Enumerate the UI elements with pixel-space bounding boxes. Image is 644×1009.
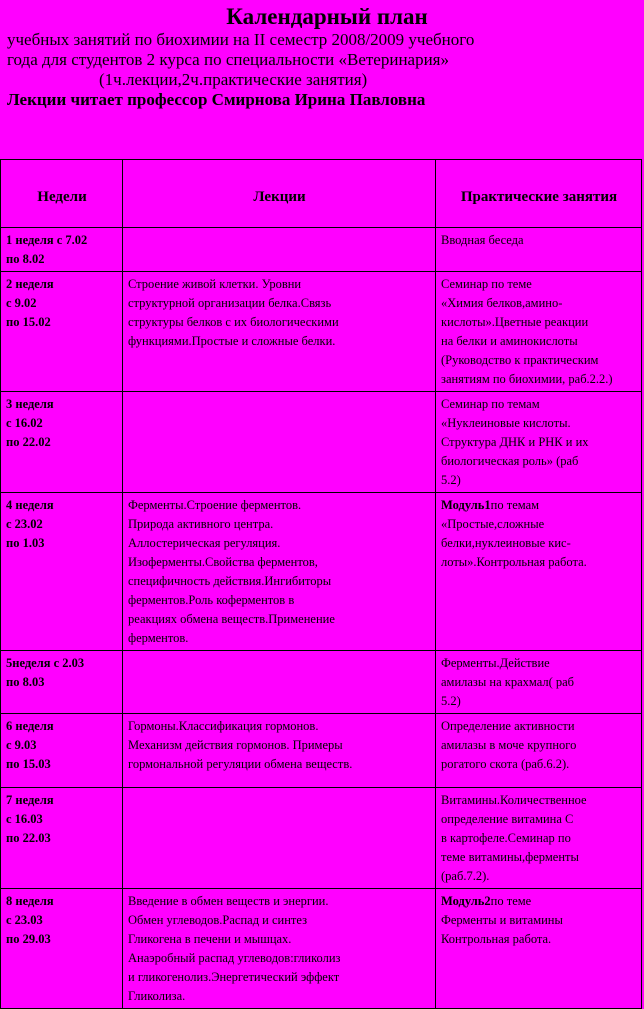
lecture-cell: Строение живой клетки. Уровни структурной организации белка.Связь структуры белков с их биологическими функциями.Простые и сложные белки. (123, 272, 436, 392)
practical-cell (436, 392, 642, 493)
header-weeks: Недели (1, 160, 123, 228)
table-row (1, 272, 642, 392)
week-cell: 7 неделя с 16.03 по 22.03 (1, 788, 123, 889)
practical-cell (436, 651, 642, 714)
schedule-table (0, 159, 642, 1009)
table-header-row (1, 160, 642, 228)
practical-text: по темам «Простые,сложные белки,нуклеиновые кис- лоты».Контрольная работа. (441, 498, 587, 569)
table-row (1, 889, 642, 1009)
subtitle-line-2: года для студентов 2 курса по специальности «Ветеринария» (7, 50, 449, 69)
document-title: Календарный план (226, 4, 428, 29)
practical-cell (436, 889, 642, 1009)
practical-text: Семинар по темам «Нуклеиновые кислоты. Структура ДНК и РНК и их биологическая роль» (раб 5.2) (441, 397, 589, 487)
week-cell: 8 неделя с 23.03 по 29.03 (1, 889, 123, 1009)
table-row (1, 788, 642, 889)
lecture-cell (123, 228, 436, 272)
table-row (1, 228, 642, 272)
table-row (1, 714, 642, 788)
subtitle-line-1: учебных занятий по биохимии на II семестр 2008/2009 учебного (7, 30, 475, 49)
table-row (1, 493, 642, 651)
table-row (1, 651, 642, 714)
week-cell: 4 неделя с 23.02 по 1.03 (1, 493, 123, 651)
week-cell: 5неделя с 2.03 по 8.03 (1, 651, 123, 714)
lecture-cell (123, 392, 436, 493)
practical-cell (436, 788, 642, 889)
practical-cell (436, 714, 642, 788)
module-label: Модуль1 (441, 498, 491, 512)
module-label: Модуль2 (441, 894, 491, 908)
practical-cell (436, 493, 642, 651)
practical-text: Вводная беседа (441, 233, 524, 247)
week-cell: 3 неделя с 16.02 по 22.02 (1, 392, 123, 493)
practical-text: Семинар по теме «Химия белков,амино- кислоты».Цветные реакции на белки и аминокислоты (Руководство к практическим занятиям по биохимии, раб.2.2.) (441, 277, 613, 386)
lecture-cell: Введение в обмен веществ и энергии. Обмен углеводов.Распад и синтез Гликогена в печени и мышцах. Анаэробный распад углеводов:гликолиз и гликогенолиз.Энергетический эффект Гликолиза. (123, 889, 436, 1009)
subtitle-line-3: (1ч.лекции,2ч.практические занятия) (99, 70, 368, 89)
lecture-cell: Гормоны.Классификация гормонов. Механизм действия гормонов. Примеры гормональной регуляции обмена веществ. (123, 714, 436, 788)
week-cell: 6 неделя с 9.03 по 15.03 (1, 714, 123, 788)
practical-text: по теме Ферменты и витамины Контрольная работа. (441, 894, 563, 946)
lecture-cell (123, 788, 436, 889)
header-lectures: Лекции (123, 160, 436, 228)
lecture-cell: Ферменты.Строение ферментов. Природа активного центра. Аллостерическая регуляция. Изоферменты.Свойства ферментов, специфичность действия.Ингибиторы ферментов.Роль коферментов в реакциях обмена веществ.Применение ферментов. (123, 493, 436, 651)
header-practical: Практические занятия (436, 160, 642, 228)
week-cell: 1 неделя с 7.02 по 8.02 (1, 228, 123, 272)
table-row (1, 392, 642, 493)
lecturer-line: Лекции читает профессор Смирнова Ирина Павловна (7, 90, 426, 109)
practical-text: Определение активности амилазы в моче крупного рогатого скота (раб.6.2). (441, 719, 577, 771)
practical-text: Ферменты.Действие амилазы на крахмал( раб 5.2) (441, 656, 575, 708)
document-header (7, 4, 637, 110)
practical-text: Витамины.Количественное определение витамина С в картофеле.Семинар по теме витамины,ферменты (раб.7.2). (441, 793, 587, 883)
practical-cell (436, 272, 642, 392)
week-cell: 2 неделя с 9.02 по 15.02 (1, 272, 123, 392)
lecture-cell (123, 651, 436, 714)
practical-cell (436, 228, 642, 272)
